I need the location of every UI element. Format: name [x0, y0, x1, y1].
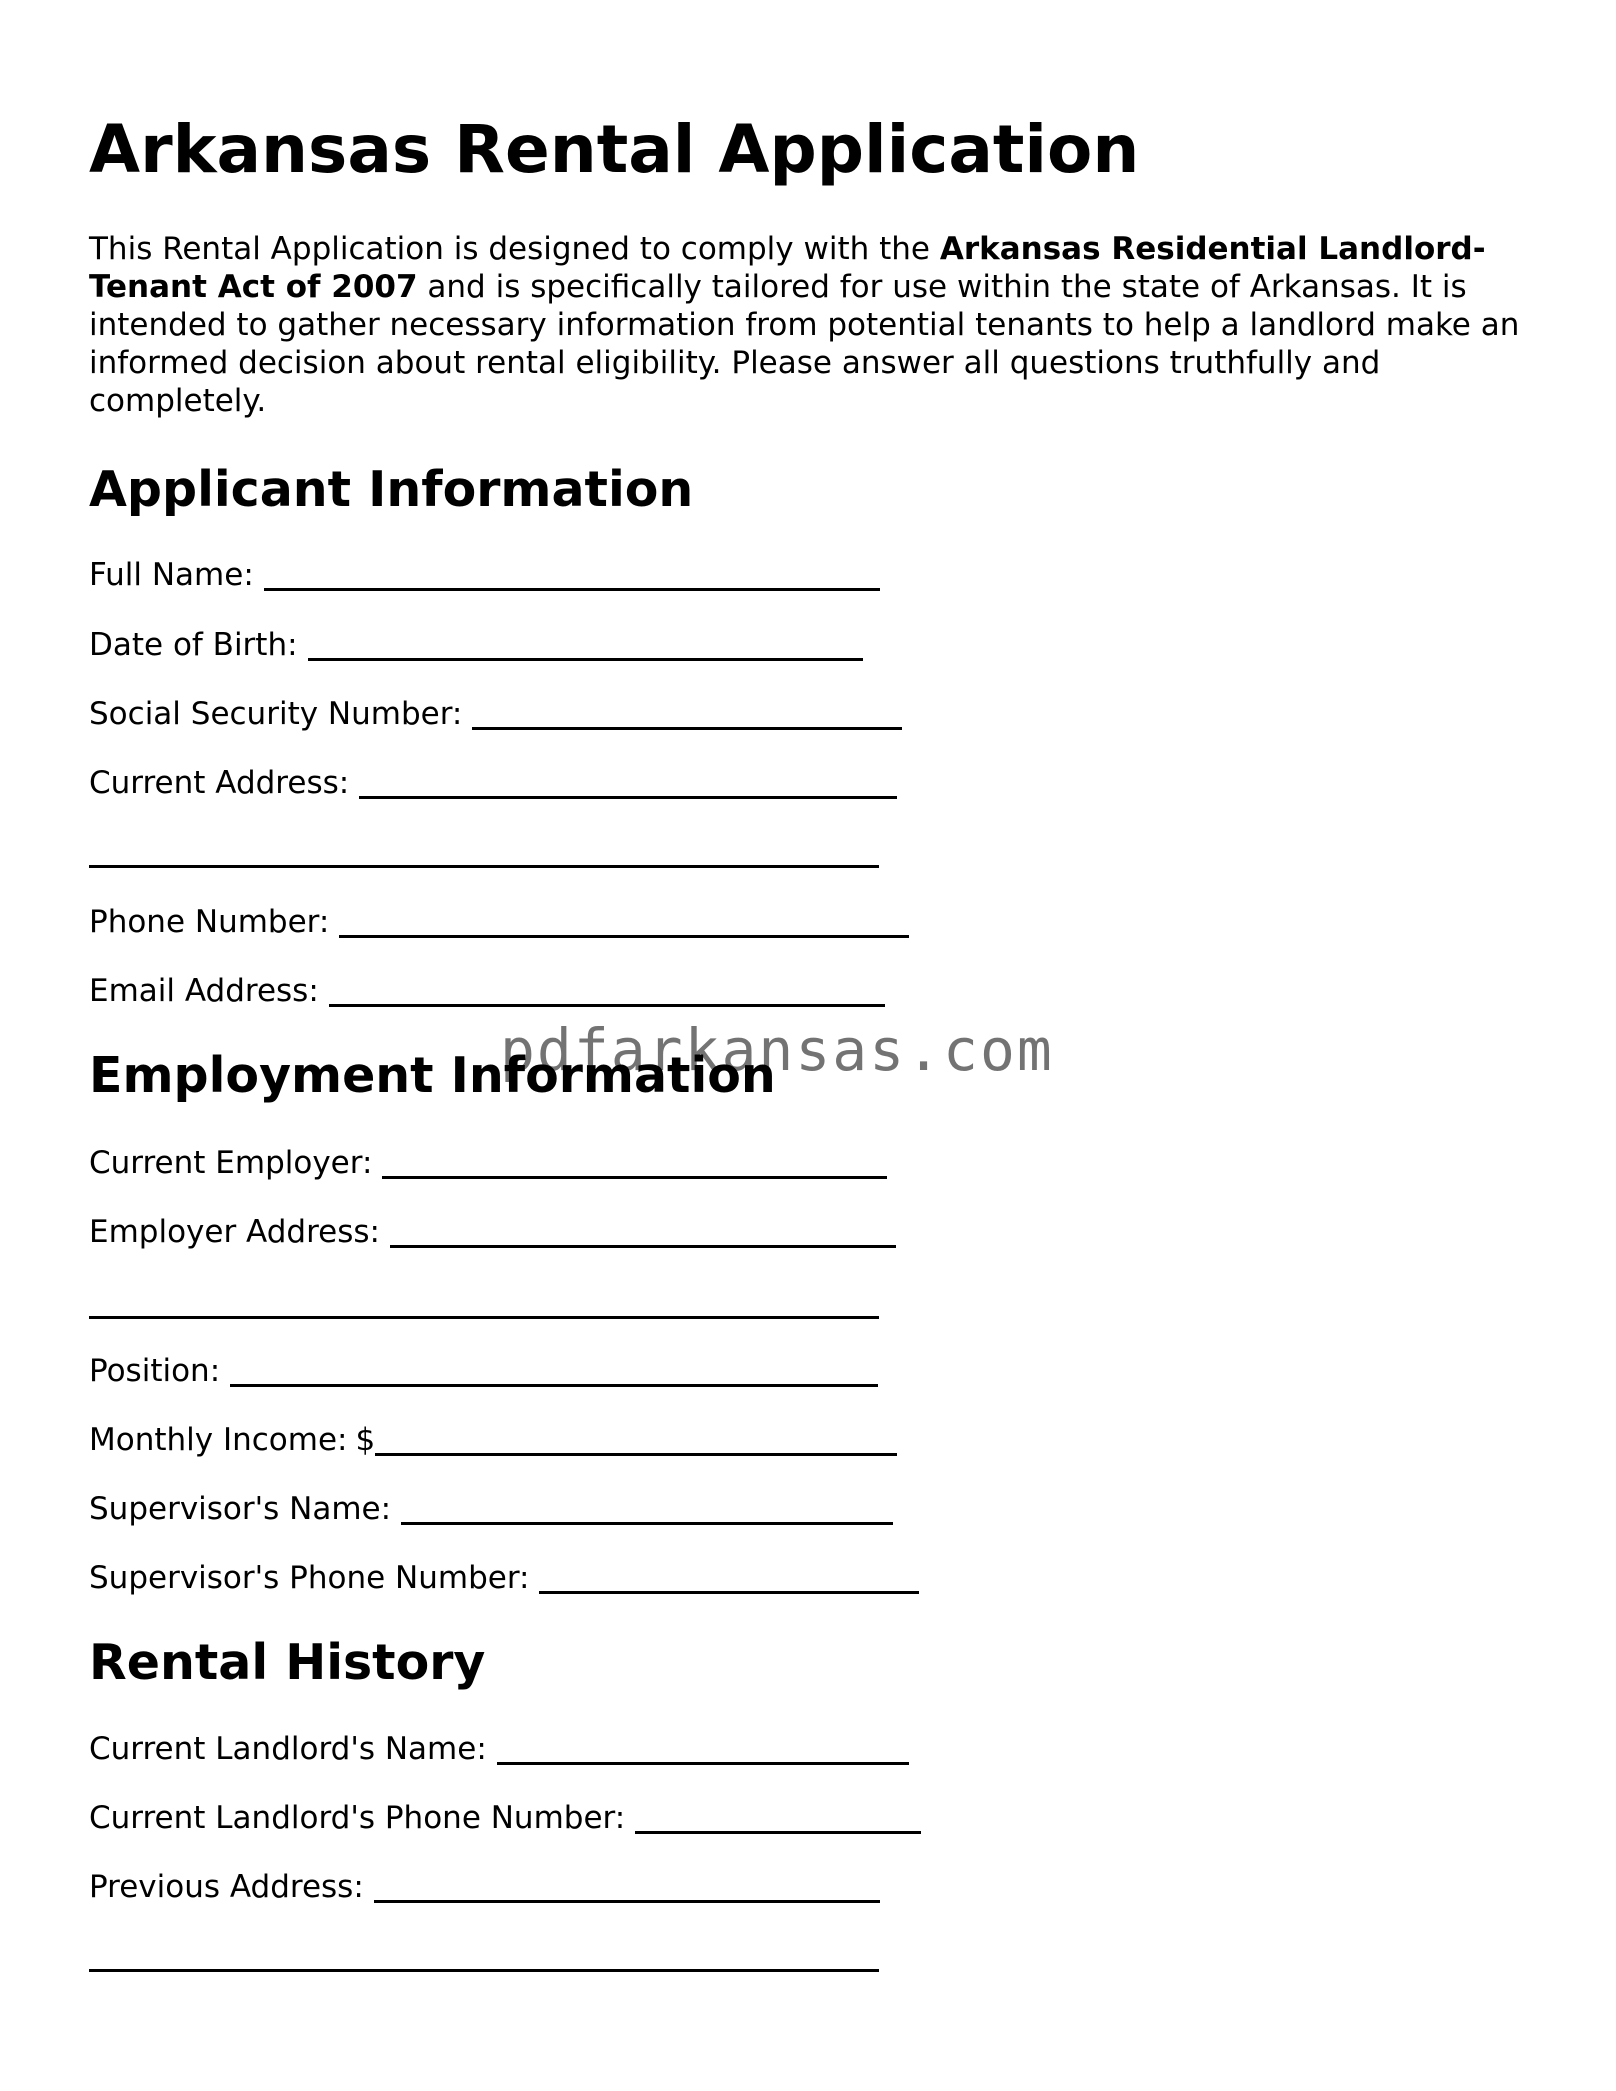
income-field	[89, 1416, 897, 1460]
phone-input-line[interactable]	[339, 905, 909, 938]
intro-paragraph	[89, 230, 1529, 420]
previous-address-label: Previous Address:	[89, 1869, 364, 1905]
page-title: Arkansas Rental Application	[89, 111, 1140, 188]
full-name-label: Full Name:	[89, 557, 254, 593]
income-input-line[interactable]	[375, 1423, 897, 1456]
employer-address-line-2[interactable]	[89, 1316, 879, 1319]
dob-label: Date of Birth:	[89, 627, 298, 663]
intro-text-1: This Rental Application is designed to comply with the	[89, 231, 940, 267]
previous-address-line-2[interactable]	[89, 1969, 879, 1972]
income-label: Monthly Income:	[89, 1422, 348, 1458]
employer-label: Current Employer:	[89, 1145, 373, 1181]
section-heading-applicant: Applicant Information	[89, 461, 694, 518]
landlord-phone-field	[89, 1794, 921, 1838]
employer-address-label: Employer Address:	[89, 1214, 380, 1250]
current-address-field	[89, 759, 897, 803]
landlord-phone-input-line[interactable]	[635, 1801, 921, 1834]
section-heading-employment: Employment Information	[89, 1047, 776, 1104]
section-heading-rental: Rental History	[89, 1634, 486, 1691]
dob-field	[89, 621, 863, 665]
supervisor-name-field	[89, 1485, 893, 1529]
landlord-name-input-line[interactable]	[497, 1732, 909, 1765]
supervisor-phone-label: Supervisor's Phone Number:	[89, 1560, 530, 1596]
full-name-input-line[interactable]	[264, 558, 880, 591]
ssn-input-line[interactable]	[472, 697, 902, 730]
position-input-line[interactable]	[230, 1354, 878, 1387]
watermark: pdfarkansas.com	[500, 1016, 1054, 1084]
full-name-field	[89, 551, 880, 595]
landlord-name-label: Current Landlord's Name:	[89, 1731, 487, 1767]
position-field	[89, 1347, 878, 1391]
supervisor-name-label: Supervisor's Name:	[89, 1491, 392, 1527]
employer-input-line[interactable]	[382, 1146, 887, 1179]
supervisor-phone-input-line[interactable]	[539, 1561, 919, 1594]
intro-act-name: Arkansas Residential Landlord-Tenant Act of 2007	[89, 231, 1486, 305]
current-address-input-line[interactable]	[359, 766, 897, 799]
intro-text-2: and is specifically tailored for use within the state of Arkansas. It is intended to gather necessary information from potential tenants to help a landlord make an informed decision about rental eligibility. Please answer all questions truthfully and completely.	[89, 269, 1520, 419]
employer-address-input-line[interactable]	[390, 1215, 896, 1248]
current-address-label: Current Address:	[89, 765, 350, 801]
current-address-line-2[interactable]	[89, 865, 879, 868]
previous-address-input-line[interactable]	[374, 1870, 880, 1903]
dob-input-line[interactable]	[308, 628, 863, 661]
supervisor-phone-field	[89, 1554, 919, 1598]
email-field	[89, 967, 885, 1011]
position-label: Position:	[89, 1353, 221, 1389]
supervisor-name-input-line[interactable]	[401, 1492, 893, 1525]
employer-address-field	[89, 1208, 896, 1252]
ssn-label: Social Security Number:	[89, 696, 463, 732]
ssn-field	[89, 690, 902, 734]
email-label: Email Address:	[89, 973, 319, 1009]
income-currency-prefix: $	[355, 1422, 376, 1458]
previous-address-field	[89, 1863, 880, 1907]
landlord-name-field	[89, 1725, 909, 1769]
landlord-phone-label: Current Landlord's Phone Number:	[89, 1800, 626, 1836]
employer-field	[89, 1139, 887, 1183]
phone-field	[89, 898, 909, 942]
email-input-line[interactable]	[329, 974, 885, 1007]
phone-label: Phone Number:	[89, 904, 330, 940]
